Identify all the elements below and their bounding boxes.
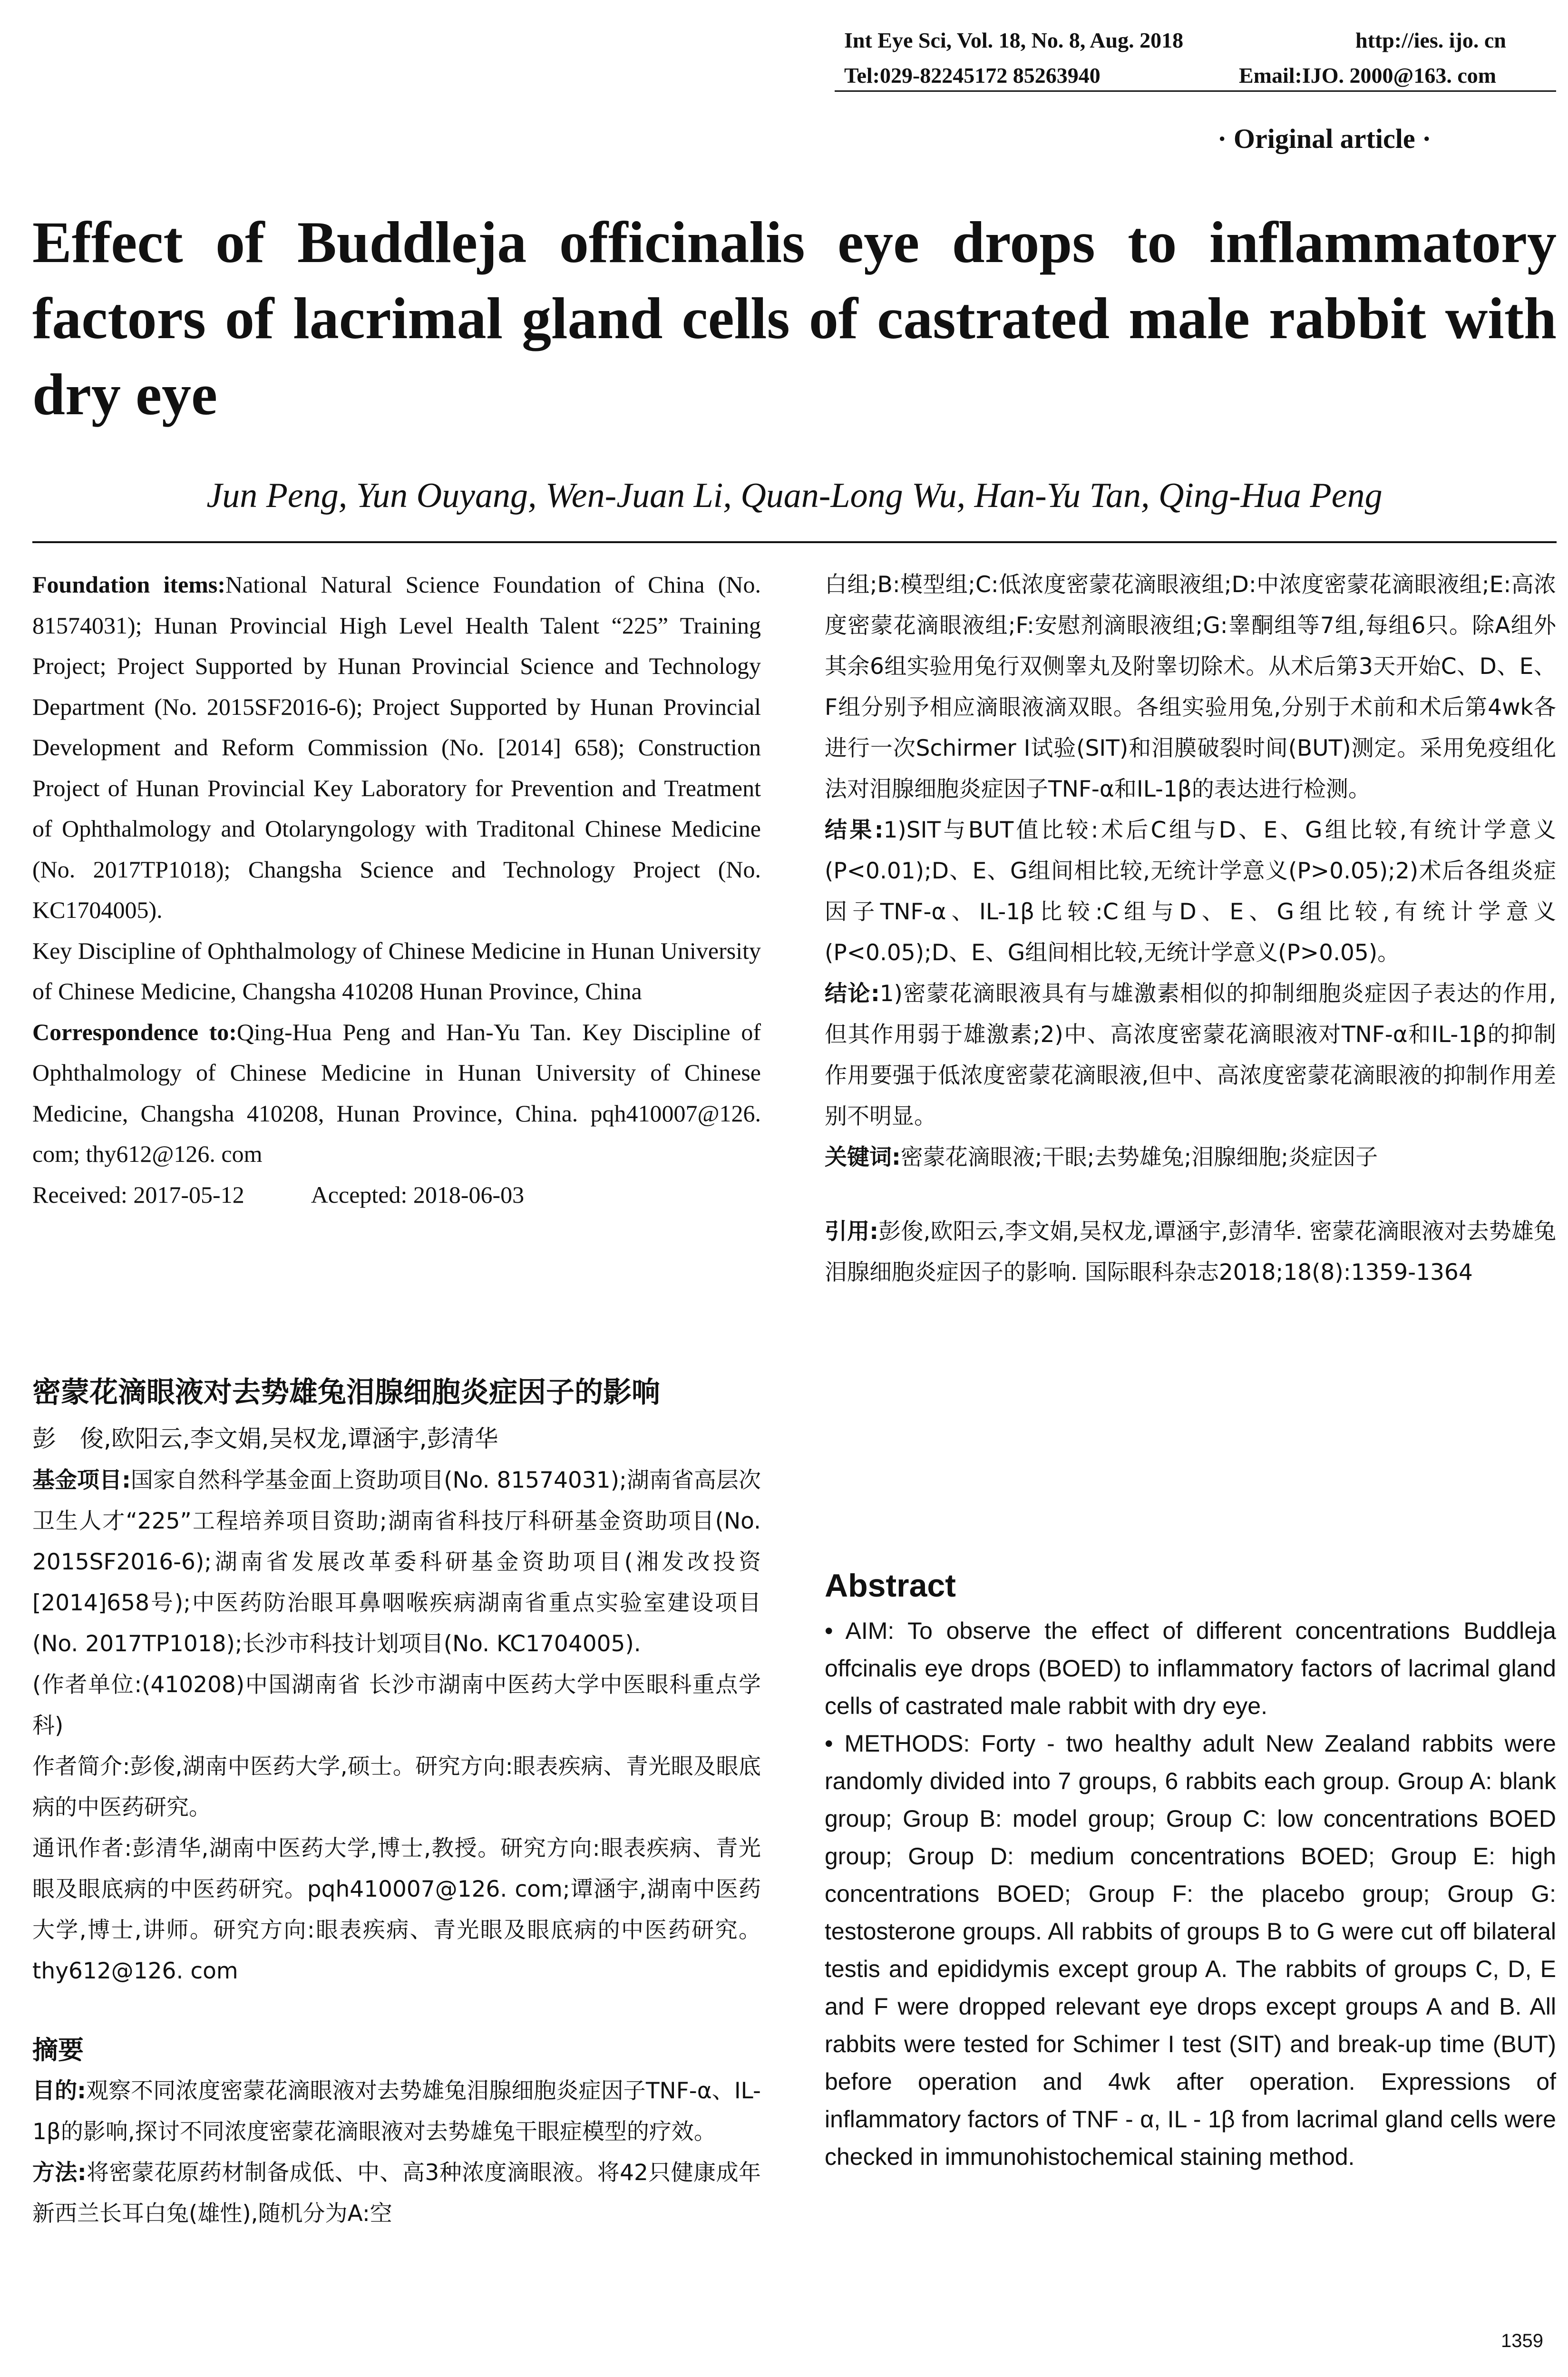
zh-title: 密蒙花滴眼液对去势雄兔泪腺细胞炎症因子的影响 — [32, 1376, 660, 1409]
accepted-date: Accepted: 2018-06-03 — [311, 1181, 525, 1208]
title-rule — [32, 541, 1557, 543]
zh-fund-label: 基金项目: — [32, 1467, 131, 1493]
abstract-aim: • AIM: To observe the effect of different concentrations Buddleja offcinalis eye drops (BOED) to inflammatory factors of lacrimal gland cells of castrated male rabbit with dry eye. — [825, 1617, 1556, 1719]
foundation-label: Foundation items: — [32, 571, 226, 598]
zh-conclusion-label: 结论: — [825, 981, 880, 1007]
journal-tel: Tel:029-82245172 85263940 — [844, 63, 1101, 88]
zh-unit: (作者单位:(410208)中国湖南省 长沙市湖南中医药大学中医眼科重点学科) — [32, 1672, 761, 1739]
zh-citation-text: 彭俊,欧阳云,李文娟,吴权龙,谭涵宇,彭清华. 密蒙花滴眼液对去势雄兔泪腺细胞炎症因子的影响. 国际眼科杂志2018;18(8):1359-1364 — [825, 1218, 1557, 1286]
journal-info: Int Eye Sci, Vol. 18, No. 8, Aug. 2018 — [844, 28, 1184, 52]
affiliation: Key Discipline of Ophthalmology of Chinese Medicine in Hunan University of Chinese Medicine, Changsha 410208 Hunan Province, China — [32, 937, 761, 1004]
abstract-heading: Abstract — [825, 1568, 956, 1604]
correspondence-text: Qing-Hua Peng and Han-Yu Tan. Key Discipline of Ophthalmology of Chinese Medicine in Hunan University of Chinese Medicine, Changsha 410208, Hunan Province, China. pqh410007@126. com; thy612@126. com — [32, 1018, 761, 1167]
zh-authors: 彭 俊,欧阳云,李文娟,吴权龙,谭涵宇,彭清华 — [32, 1425, 498, 1452]
foundation-text: National Natural Science Foundation of China (No. 81574031); Hunan Provincial High Level Health Talent “225” Training Project; Project Supported by Hunan Provincial Science and Technology Department (No. 2015SF2016-6); Project Supported by Hunan Provincial Development and Reform Commission (No. [2014] 658); Construction Project of Hunan Provincial Key Laboratory for Prevention and Treatment of Ophthalmology and Otolaryngology with Traditonal Chinese Medicine (No. 2017TP1018); Changsha Science and Technology Project (No. KC1704005). — [32, 571, 761, 923]
zh-method — [32, 2153, 761, 2234]
zh-bio: 作者简介:彭俊,湖南中医药大学,硕士。研究方向:眼表疾病、青光眼及眼底病的中医药研究。 — [32, 1754, 761, 1821]
zh-fund — [32, 1460, 761, 1665]
header-rule — [835, 90, 1556, 92]
zh-result-label: 结果: — [825, 817, 884, 843]
foundation-items — [32, 565, 761, 931]
zh-aim-text: 观察不同浓度密蒙花滴眼液对去势雄兔泪腺细胞炎症因子TNF-α、IL-1β的影响,探讨不同浓度密蒙花滴眼液对去势雄兔干眼症模型的疗效。 — [32, 2078, 761, 2145]
author-list: Jun Peng, Yun Ouyang, Wen-Juan Li, Quan-Long Wu, Han-Yu Tan, Qing-Hua Peng — [206, 476, 1383, 515]
journal-website: http://ies. ijo. cn — [1355, 28, 1506, 52]
zh-aim-label: 目的: — [32, 2078, 86, 2104]
section-tag: · Original article · — [1217, 123, 1432, 154]
article-title: Effect of Buddleja officinalis eye drops to inflammatory factors of lacrimal gland cells of castrated male rabbit with dry eye — [32, 210, 1557, 427]
abstract-en — [825, 1612, 1556, 2176]
zh-result — [825, 810, 1556, 974]
zh-abstract-continued — [825, 565, 1556, 1293]
journal-email: Email:IJO. 2000@163. com — [1239, 63, 1497, 88]
zh-citation — [825, 1211, 1556, 1293]
zh-method-label: 方法: — [32, 2160, 87, 2186]
correspondence-label: Correspondence to: — [32, 1018, 237, 1045]
front-matter-en — [32, 565, 761, 1215]
zh-method-text: 将密蒙花原药材制备成低、中、高3种浓度滴眼液。将42只健康成年新西兰长耳白兔(雄性),随机分为A:空 — [32, 2160, 761, 2227]
zh-abstract-heading: 摘要 — [32, 2035, 84, 2065]
zh-fund-text: 国家自然科学基金面上资助项目(No. 81574031);湖南省高层次卫生人才“225”工程培养项目资助;湖南省科技厅科研基金资助项目(No. 2015SF2016-6);湖南省发展改革委科研基金资助项目(湘发改投资[2014]658号);中医药防治眼耳鼻咽喉疾病湖南省重点实验室建设项目(No. 2017TP1018);长沙市科技计划项目(No. KC1704005). — [32, 1467, 761, 1657]
zh-method-cont: 白组;B:模型组;C:低浓度密蒙花滴眼液组;D:中浓度密蒙花滴眼液组;E:高浓度密蒙花滴眼液组;F:安慰剂滴眼液组;G:睾酮组等7组,每组6只。除A组外其余6组实验用兔行双侧睾丸及附睾切除术。从术后第3天开始C、D、E、F组分别予相应滴眼液滴双眼。各组实验用兔,分别于术前和术后第4wk各进行一次Schirmer I试验(SIT)和泪膜破裂时间(BUT)测定。采用免疫组化法对泪腺细胞炎症因子TNF-α和IL-1β的表达进行检测。 — [825, 572, 1556, 802]
page-number: 1359 — [1501, 2330, 1543, 2351]
correspondence — [32, 1012, 761, 1175]
zh-result-text: 1)SIT与BUT值比较:术后C组与D、E、G组比较,有统计学意义(P<0.01);D、E、G组间相比较,无统计学意义(P>0.05);2)术后各组炎症因子TNF-α、IL-1β比较:C组与D、E、G组比较,有统计学意义(P<0.05);D、E、G组间相比较,无统计学意义(P>0.05)。 — [825, 817, 1556, 966]
zh-keywords-text: 密蒙花滴眼液;干眼;去势雄兔;泪腺细胞;炎症因子 — [900, 1144, 1378, 1170]
zh-aim — [32, 2071, 761, 2153]
zh-keywords — [825, 1137, 1556, 1178]
abstract-methods: • METHODS: Forty - two healthy adult New Zealand rabbits were randomly divided into 7 groups, 6 rabbits each group. Group A: blank group; Group B: model group; Group C: low concentrations BOED group; Group D: medium concentrations BOED; Group E: high concentrations BOED; Group F: the placebo group; Group G: testosterone groups. All rabbits of groups B to G were cut off bilateral testis and epididymis except group A. The rabbits of groups C, D, E and F were dropped relevant eye drops except groups A and B. All rabbits were tested for Schimer I test (SIT) and break-up time (BUT) before operation and 4wk after operation. Expressions of inflammatory factors of TNF - α, IL - 1β from lacrimal gland cells were checked in immunohistochemical staining method. — [825, 1730, 1556, 2170]
received-date: Received: 2017-05-12 — [32, 1181, 244, 1208]
front-matter-zh — [32, 1370, 761, 2234]
zh-conclusion-text: 1)密蒙花滴眼液具有与雄激素相似的抑制细胞炎症因子表达的作用,但其作用弱于雄激素;2)中、高浓度密蒙花滴眼液对TNF-α和IL-1β的抑制作用要强于低浓度密蒙花滴眼液,但中、高浓度密蒙花滴眼液的抑制作用差别不明显。 — [825, 981, 1556, 1130]
zh-keywords-label: 关键词: — [825, 1144, 901, 1170]
zh-conclusion — [825, 974, 1556, 1137]
zh-citation-label: 引用: — [825, 1218, 879, 1245]
zh-corr: 通讯作者:彭清华,湖南中医药大学,博士,教授。研究方向:眼表疾病、青光眼及眼底病的中医药研究。pqh410007@126. com;谭涵宇,湖南中医药大学,博士,讲师。研究方向:眼表疾病、青光眼及眼底病的中医药研究。thy612@126. com — [32, 1835, 761, 1984]
dates — [32, 1175, 761, 1216]
